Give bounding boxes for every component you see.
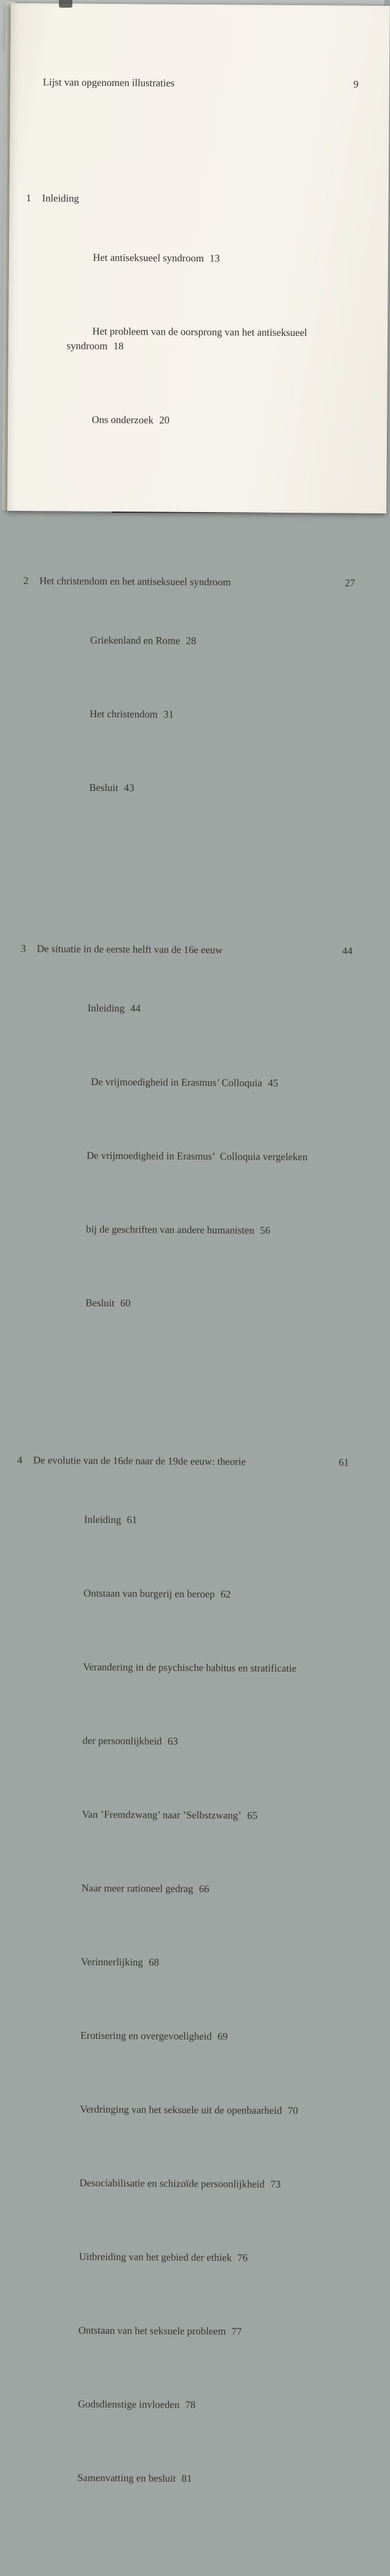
chapter-heading — [23, 574, 355, 591]
chapter-title: De situatie in de eerste helft van de 16e eeuw — [37, 942, 342, 958]
chapter-heading — [17, 1453, 349, 1470]
toc-entry — [20, 1059, 352, 1106]
toc-entry — [20, 986, 352, 1033]
entry-page-number: 81 — [182, 2473, 192, 2484]
frontmatter-page-number: 9 — [353, 78, 359, 92]
entry-title: Ons onderzoek — [92, 415, 154, 426]
toc-entry — [22, 692, 354, 738]
entry-title: Inleiding — [84, 1515, 121, 1525]
entry-page-number: 60 — [120, 1298, 131, 1309]
chapter-heading — [20, 942, 352, 959]
entry-page-number: 70 — [288, 2106, 298, 2116]
frontmatter-row — [27, 75, 359, 92]
chapter-block — [10, 1424, 349, 2532]
entry-title-continuation: der persoonlijkheid — [83, 1736, 162, 1747]
toc-entry — [19, 1133, 351, 1180]
entry-page-number: 68 — [149, 1957, 159, 1968]
toc-entry — [18, 1281, 350, 1327]
entry-page-number: 62 — [220, 1589, 231, 1600]
toc-entry — [24, 397, 356, 444]
entry-page-number: 65 — [247, 1811, 257, 1822]
entry-page-number: 78 — [185, 2400, 195, 2411]
entry-title: Godsdienstige invloeden — [78, 2399, 180, 2411]
entry-title: Inleiding — [88, 1003, 125, 1014]
chapter-page-number: 44 — [342, 944, 352, 959]
entry-page-number: 28 — [186, 636, 196, 647]
entry-title: Het antiseksueel syndroom — [93, 253, 204, 264]
toc-entry — [14, 1866, 346, 1913]
entry-page-number: 61 — [127, 1515, 137, 1525]
entry-title: Verandering in de psychische habitus en stratificatie — [83, 1662, 297, 1674]
toc-entry — [13, 1940, 345, 1986]
chapter-block — [24, 162, 358, 474]
entry-title: Verdringing van het seksuele uit de openbaarheid — [80, 2104, 282, 2116]
entry-page-number: 31 — [163, 710, 174, 720]
toc-entry — [16, 1571, 348, 1618]
chapter-number: 2 — [23, 574, 39, 588]
chapter-number: 3 — [20, 942, 37, 956]
entry-title: De vrijmoedigheid in Erasmus’ Colloquia vergeleken — [86, 1151, 307, 1163]
toc-entry — [10, 2382, 342, 2429]
entry-title: Uitbreiding van het gebied der ethiek — [79, 2252, 232, 2264]
entry-title: Samenvatting en besluit — [77, 2473, 176, 2484]
entry-title: Ontstaan van burgerij en beroep — [83, 1588, 215, 1600]
toc-entry — [12, 2234, 343, 2281]
book-page — [7, 3, 390, 513]
toc-entry — [13, 2087, 345, 2134]
entry-page-number: 45 — [268, 1078, 278, 1089]
entry-title: Besluit — [89, 783, 118, 794]
toc-entry-continuation — [19, 1207, 350, 1254]
table-of-contents — [0, 3, 359, 2576]
entry-title: Het christendom — [90, 709, 158, 720]
entry-title: Erotisering en overgevoeligheid — [81, 2031, 212, 2042]
entry-page-number: 56 — [260, 1226, 270, 1236]
toc-entry — [15, 1645, 347, 1691]
entry-page-number: 13 — [209, 253, 220, 264]
entry-page-number: 43 — [124, 783, 134, 794]
toc-entry — [13, 2013, 345, 2060]
entry-page-number: 77 — [232, 2326, 242, 2337]
entry-page-number: 20 — [159, 415, 170, 426]
entry-title: Ontstaan van het seksuele probleem — [78, 2325, 225, 2338]
entry-title: Van ’Fremdzwang’ naar ’Selbstzwang’ — [82, 1809, 241, 1822]
entry-page-number: 44 — [131, 1003, 141, 1014]
toc-entry — [25, 309, 357, 370]
frontmatter-title: Lijst van opgenomen illustraties — [43, 75, 353, 92]
chapter-title: De evolutie van de 16de naar de 19de eeuw: theorie — [33, 1453, 339, 1470]
entry-title: Besluit — [86, 1298, 115, 1309]
chapter-block — [22, 544, 355, 842]
toc-entry — [15, 1792, 346, 1839]
entry-page-number: 18 — [113, 341, 124, 352]
entry-title-continuation: bij de geschriften van andere humanisten — [86, 1224, 254, 1236]
toc-entry — [22, 765, 353, 812]
photo-background — [0, 0, 384, 513]
entry-page-number: 66 — [199, 1884, 209, 1895]
entry-title: De vrijmoedigheid in Erasmus’ Colloquia — [91, 1077, 262, 1089]
chapter-number: 4 — [17, 1453, 33, 1468]
entry-title: Desociabilisatie en schizoïde persoonlijkheid — [79, 2178, 264, 2190]
toc-entry — [11, 2308, 343, 2355]
toc-entry-continuation — [15, 1718, 347, 1765]
toc-entry — [23, 618, 355, 665]
entry-page-number: 73 — [270, 2179, 280, 2190]
entry-page-number: 76 — [238, 2253, 248, 2264]
chapter-number: 1 — [26, 191, 42, 206]
chapter-title: Inleiding — [42, 191, 358, 208]
chapter-title: Het christendom en het antiseksueel syndroom — [39, 574, 345, 590]
chapter-block — [18, 912, 353, 1357]
entry-title: Naar meer rationeel gedrag — [81, 1883, 193, 1895]
entry-title: Het probleem van de oorsprong van het antiseksueel syndroom — [67, 326, 310, 352]
toc-entry — [26, 235, 357, 282]
chapter-page-number: 27 — [345, 576, 355, 591]
entry-title: Griekenland en Rome — [90, 635, 181, 647]
toc-entry — [10, 2456, 342, 2502]
chapter-page-number: 61 — [339, 1456, 349, 1470]
toc-entry — [17, 1497, 348, 1544]
toc-entry — [12, 2161, 344, 2207]
entry-page-number: 69 — [218, 2031, 228, 2042]
entry-page-number: 63 — [168, 1736, 178, 1747]
entry-title: Verinnerlijking — [81, 1957, 143, 1968]
chapter-heading — [26, 191, 358, 208]
top-edge-mark — [59, 0, 72, 8]
